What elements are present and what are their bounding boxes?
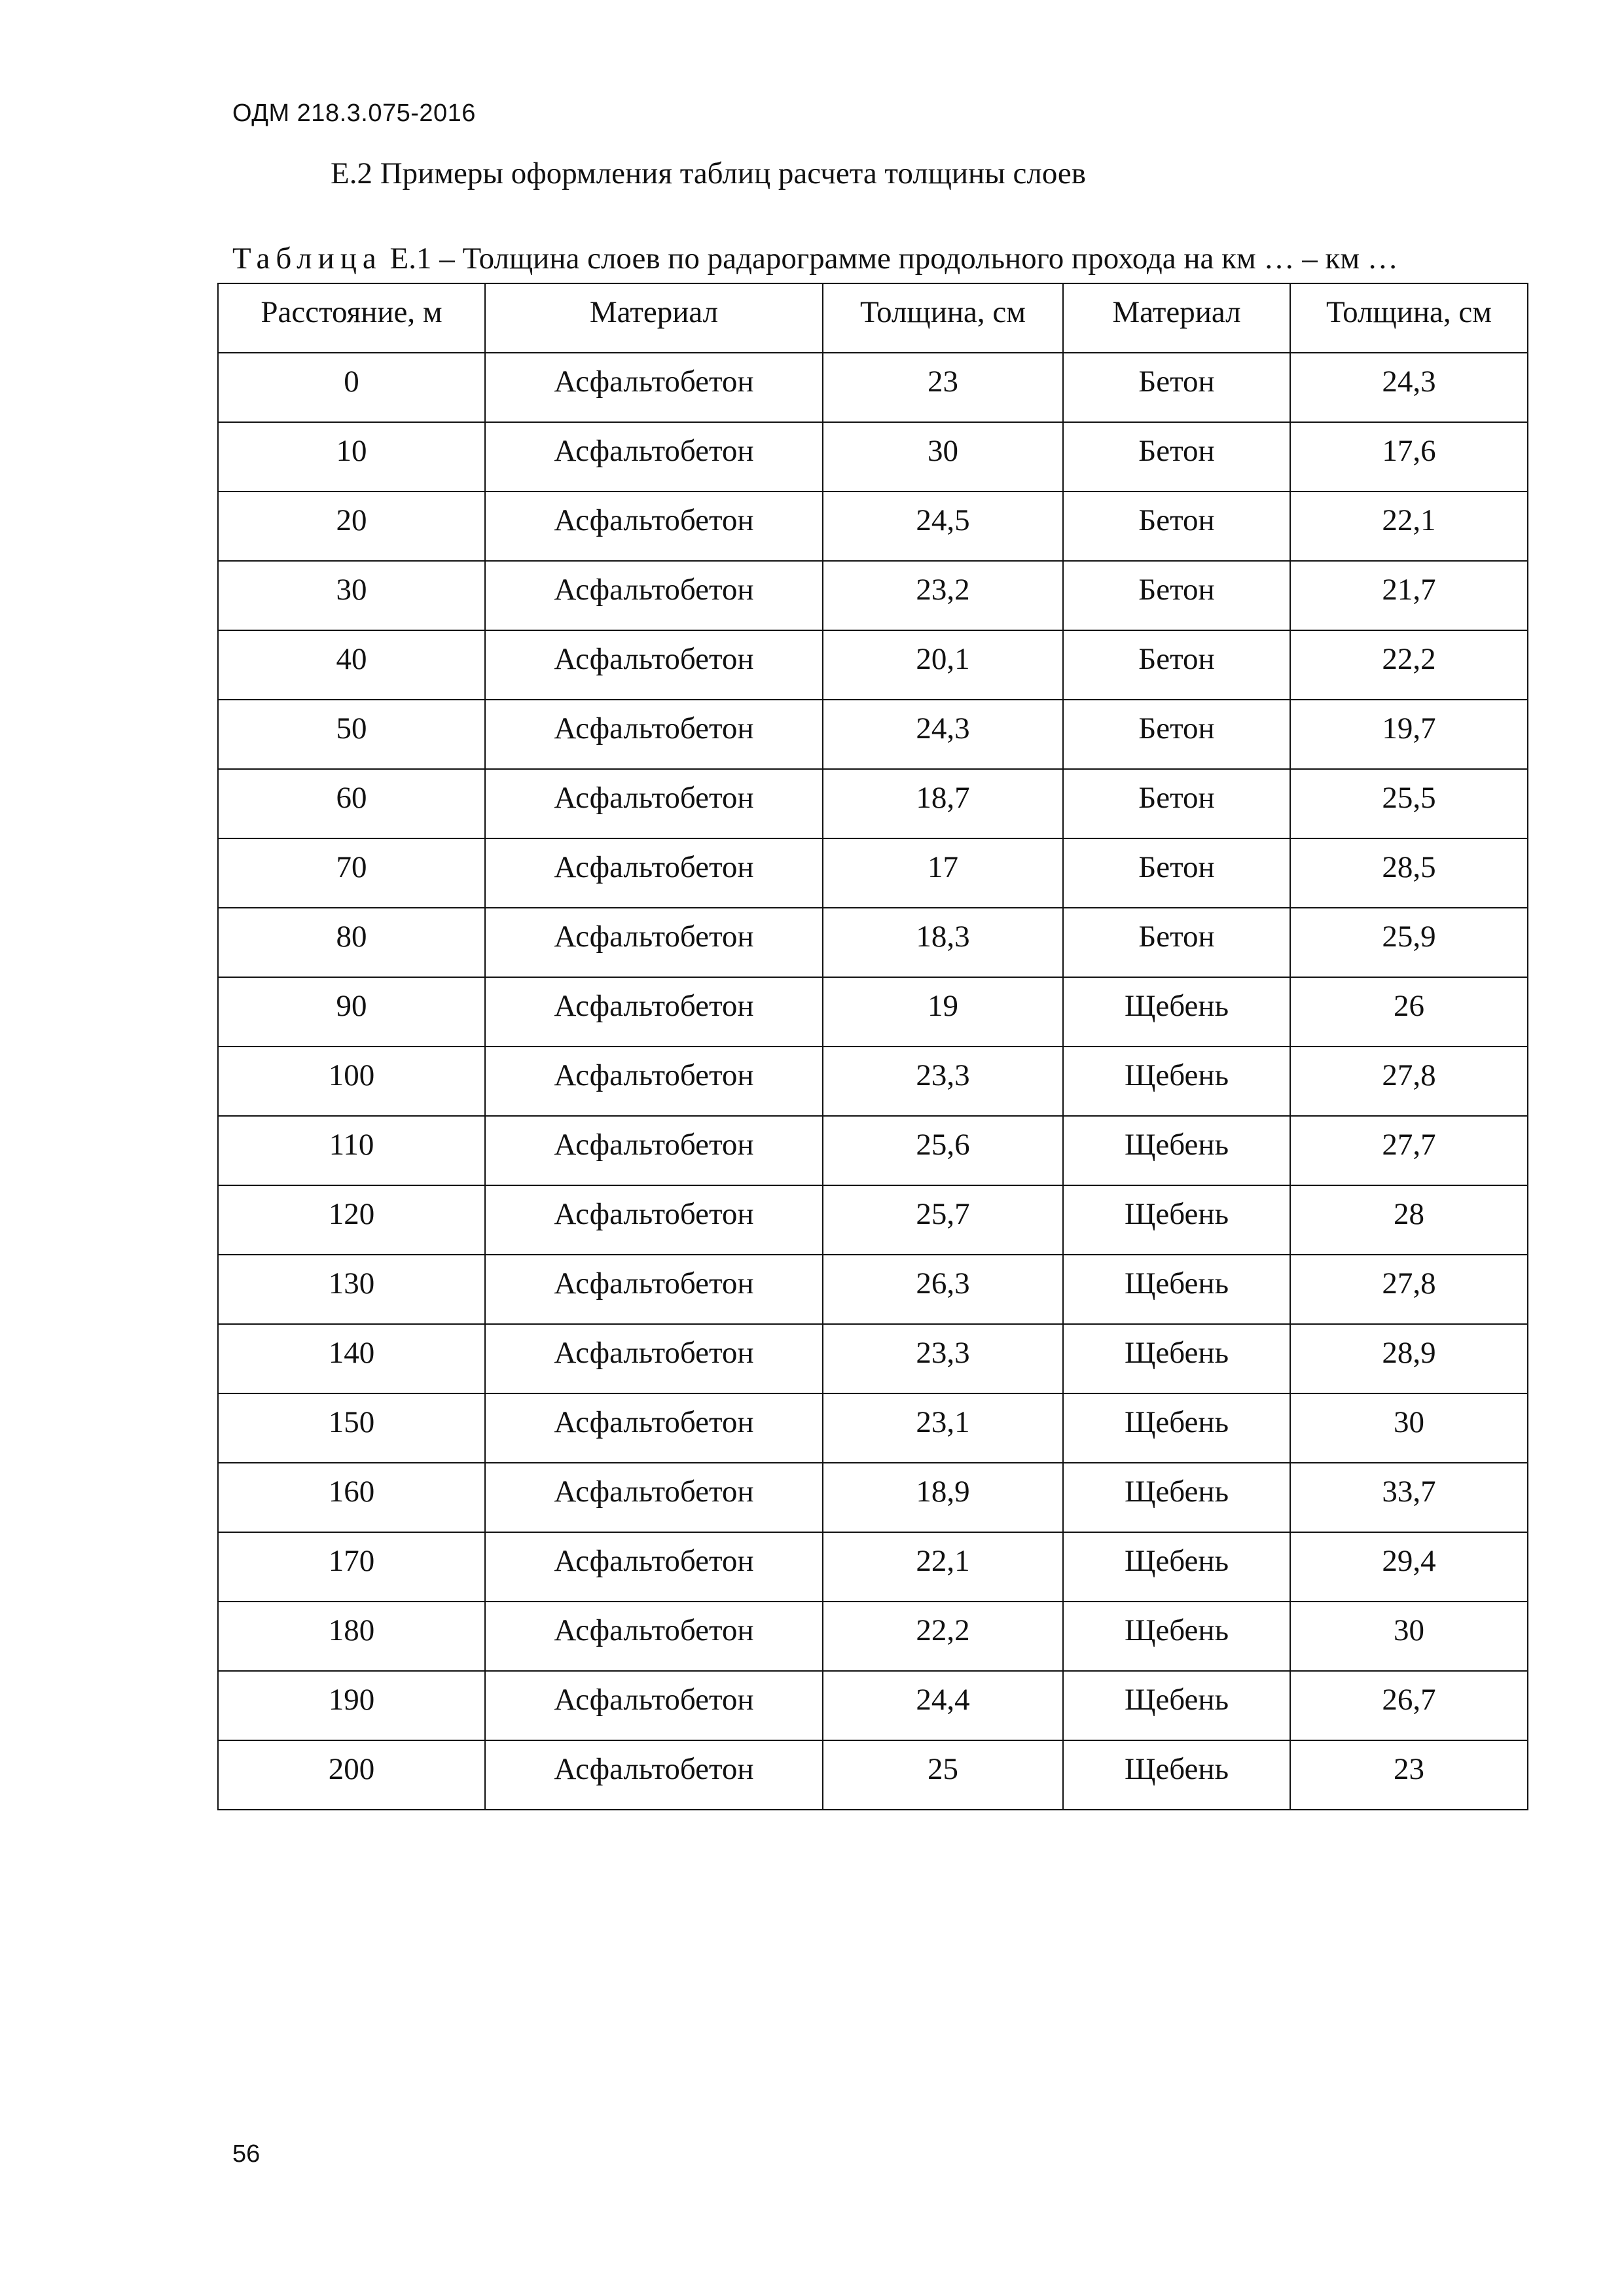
cell-material-1: Асфальтобетон [485,1185,823,1255]
cell-distance: 190 [218,1671,485,1740]
cell-thickness-1: 30 [823,422,1063,492]
cell-thickness-2: 28,9 [1290,1324,1528,1393]
cell-thickness-1: 25 [823,1740,1063,1810]
cell-thickness-2: 22,1 [1290,492,1528,561]
cell-thickness-1: 18,3 [823,908,1063,977]
cell-thickness-2: 30 [1290,1602,1528,1671]
table-row [218,492,1528,561]
cell-distance: 40 [218,630,485,700]
cell-thickness-2: 22,2 [1290,630,1528,700]
cell-material-2: Бетон [1063,700,1290,769]
cell-material-2: Щебень [1063,1463,1290,1532]
table-header-row [218,283,1528,353]
cell-thickness-2: 29,4 [1290,1532,1528,1602]
cell-distance: 100 [218,1047,485,1116]
cell-thickness-2: 21,7 [1290,561,1528,630]
cell-material-1: Асфальтобетон [485,630,823,700]
cell-material-1: Асфальтобетон [485,838,823,908]
cell-distance: 80 [218,908,485,977]
header-thickness-1: Толщина, см [823,283,1063,353]
cell-thickness-1: 23,1 [823,1393,1063,1463]
cell-material-1: Асфальтобетон [485,1463,823,1532]
cell-thickness-2: 24,3 [1290,353,1528,422]
cell-material-1: Асфальтобетон [485,1255,823,1324]
table-row [218,1671,1528,1740]
cell-distance: 30 [218,561,485,630]
table-row [218,1185,1528,1255]
cell-distance: 120 [218,1185,485,1255]
table-row [218,908,1528,977]
document-code: ОДМ 218.3.075-2016 [232,99,476,127]
cell-material-2: Щебень [1063,1116,1290,1185]
cell-material-1: Асфальтобетон [485,908,823,977]
cell-material-1: Асфальтобетон [485,1671,823,1740]
cell-distance: 50 [218,700,485,769]
cell-material-2: Бетон [1063,561,1290,630]
cell-material-2: Щебень [1063,1324,1290,1393]
table-row [218,1602,1528,1671]
table-row [218,769,1528,838]
cell-material-1: Асфальтобетон [485,422,823,492]
cell-material-2: Щебень [1063,1532,1290,1602]
cell-material-1: Асфальтобетон [485,769,823,838]
cell-distance: 150 [218,1393,485,1463]
page-number: 56 [232,2140,261,2168]
cell-thickness-2: 26 [1290,977,1528,1047]
cell-distance: 90 [218,977,485,1047]
cell-material-2: Бетон [1063,769,1290,838]
cell-thickness-2: 28 [1290,1185,1528,1255]
cell-thickness-1: 24,4 [823,1671,1063,1740]
cell-thickness-1: 17 [823,838,1063,908]
cell-distance: 160 [218,1463,485,1532]
cell-distance: 170 [218,1532,485,1602]
cell-thickness-2: 23 [1290,1740,1528,1810]
cell-thickness-2: 25,5 [1290,769,1528,838]
cell-distance: 200 [218,1740,485,1810]
cell-material-2: Бетон [1063,353,1290,422]
cell-distance: 110 [218,1116,485,1185]
cell-material-1: Асфальтобетон [485,353,823,422]
cell-thickness-2: 27,8 [1290,1255,1528,1324]
table-row [218,1116,1528,1185]
cell-material-1: Асфальтобетон [485,1532,823,1602]
cell-material-1: Асфальтобетон [485,492,823,561]
cell-material-2: Щебень [1063,1671,1290,1740]
cell-thickness-2: 25,9 [1290,908,1528,977]
header-distance: Расстояние, м [218,283,485,353]
table-row [218,838,1528,908]
table-row [218,353,1528,422]
table-row [218,1463,1528,1532]
cell-material-2: Щебень [1063,1602,1290,1671]
cell-thickness-1: 23,3 [823,1047,1063,1116]
table-label: Таблица [232,242,382,276]
cell-material-2: Щебень [1063,1047,1290,1116]
cell-thickness-1: 24,5 [823,492,1063,561]
cell-thickness-2: 26,7 [1290,1671,1528,1740]
table-row [218,1532,1528,1602]
cell-material-2: Бетон [1063,492,1290,561]
cell-thickness-2: 17,6 [1290,422,1528,492]
table-row [218,1393,1528,1463]
table-row [218,561,1528,630]
header-material-1: Материал [485,283,823,353]
table-row [218,1324,1528,1393]
cell-thickness-1: 23,2 [823,561,1063,630]
cell-thickness-1: 24,3 [823,700,1063,769]
cell-material-1: Асфальтобетон [485,1047,823,1116]
cell-thickness-1: 25,7 [823,1185,1063,1255]
cell-distance: 130 [218,1255,485,1324]
cell-thickness-1: 19 [823,977,1063,1047]
table-caption [232,241,1398,276]
cell-material-2: Бетон [1063,422,1290,492]
cell-distance: 140 [218,1324,485,1393]
table-row [218,1740,1528,1810]
cell-material-1: Асфальтобетон [485,977,823,1047]
cell-material-2: Бетон [1063,838,1290,908]
table-body [218,353,1528,1810]
cell-material-1: Асфальтобетон [485,1602,823,1671]
cell-thickness-2: 30 [1290,1393,1528,1463]
table-row [218,422,1528,492]
cell-distance: 10 [218,422,485,492]
cell-material-2: Щебень [1063,1740,1290,1810]
cell-distance: 60 [218,769,485,838]
cell-thickness-1: 25,6 [823,1116,1063,1185]
table-row [218,630,1528,700]
cell-material-2: Щебень [1063,977,1290,1047]
table-row [218,700,1528,769]
cell-distance: 0 [218,353,485,422]
cell-distance: 180 [218,1602,485,1671]
cell-material-2: Щебень [1063,1185,1290,1255]
cell-material-1: Асфальтобетон [485,1740,823,1810]
cell-material-1: Асфальтобетон [485,561,823,630]
cell-material-2: Щебень [1063,1255,1290,1324]
cell-distance: 70 [218,838,485,908]
cell-thickness-2: 27,8 [1290,1047,1528,1116]
cell-thickness-1: 26,3 [823,1255,1063,1324]
table-caption-text: Е.1 – Толщина слоев по радарограмме продольного прохода на км … – км … [389,242,1398,276]
cell-material-1: Асфальтобетон [485,1393,823,1463]
cell-material-2: Бетон [1063,630,1290,700]
cell-thickness-2: 19,7 [1290,700,1528,769]
cell-thickness-1: 18,7 [823,769,1063,838]
cell-material-2: Щебень [1063,1393,1290,1463]
cell-thickness-1: 22,2 [823,1602,1063,1671]
cell-material-1: Асфальтобетон [485,1324,823,1393]
header-thickness-2: Толщина, см [1290,283,1528,353]
layer-thickness-table [217,283,1528,1810]
cell-material-1: Асфальтобетон [485,700,823,769]
cell-thickness-2: 27,7 [1290,1116,1528,1185]
cell-thickness-1: 18,9 [823,1463,1063,1532]
cell-thickness-1: 23,3 [823,1324,1063,1393]
cell-thickness-1: 22,1 [823,1532,1063,1602]
cell-thickness-2: 33,7 [1290,1463,1528,1532]
cell-thickness-2: 28,5 [1290,838,1528,908]
section-title: Е.2 Примеры оформления таблиц расчета толщины слоев [331,156,1086,190]
cell-material-1: Асфальтобетон [485,1116,823,1185]
cell-material-2: Бетон [1063,908,1290,977]
cell-thickness-1: 23 [823,353,1063,422]
cell-thickness-1: 20,1 [823,630,1063,700]
header-material-2: Материал [1063,283,1290,353]
table-row [218,1255,1528,1324]
cell-distance: 20 [218,492,485,561]
table-row [218,1047,1528,1116]
table-row [218,977,1528,1047]
